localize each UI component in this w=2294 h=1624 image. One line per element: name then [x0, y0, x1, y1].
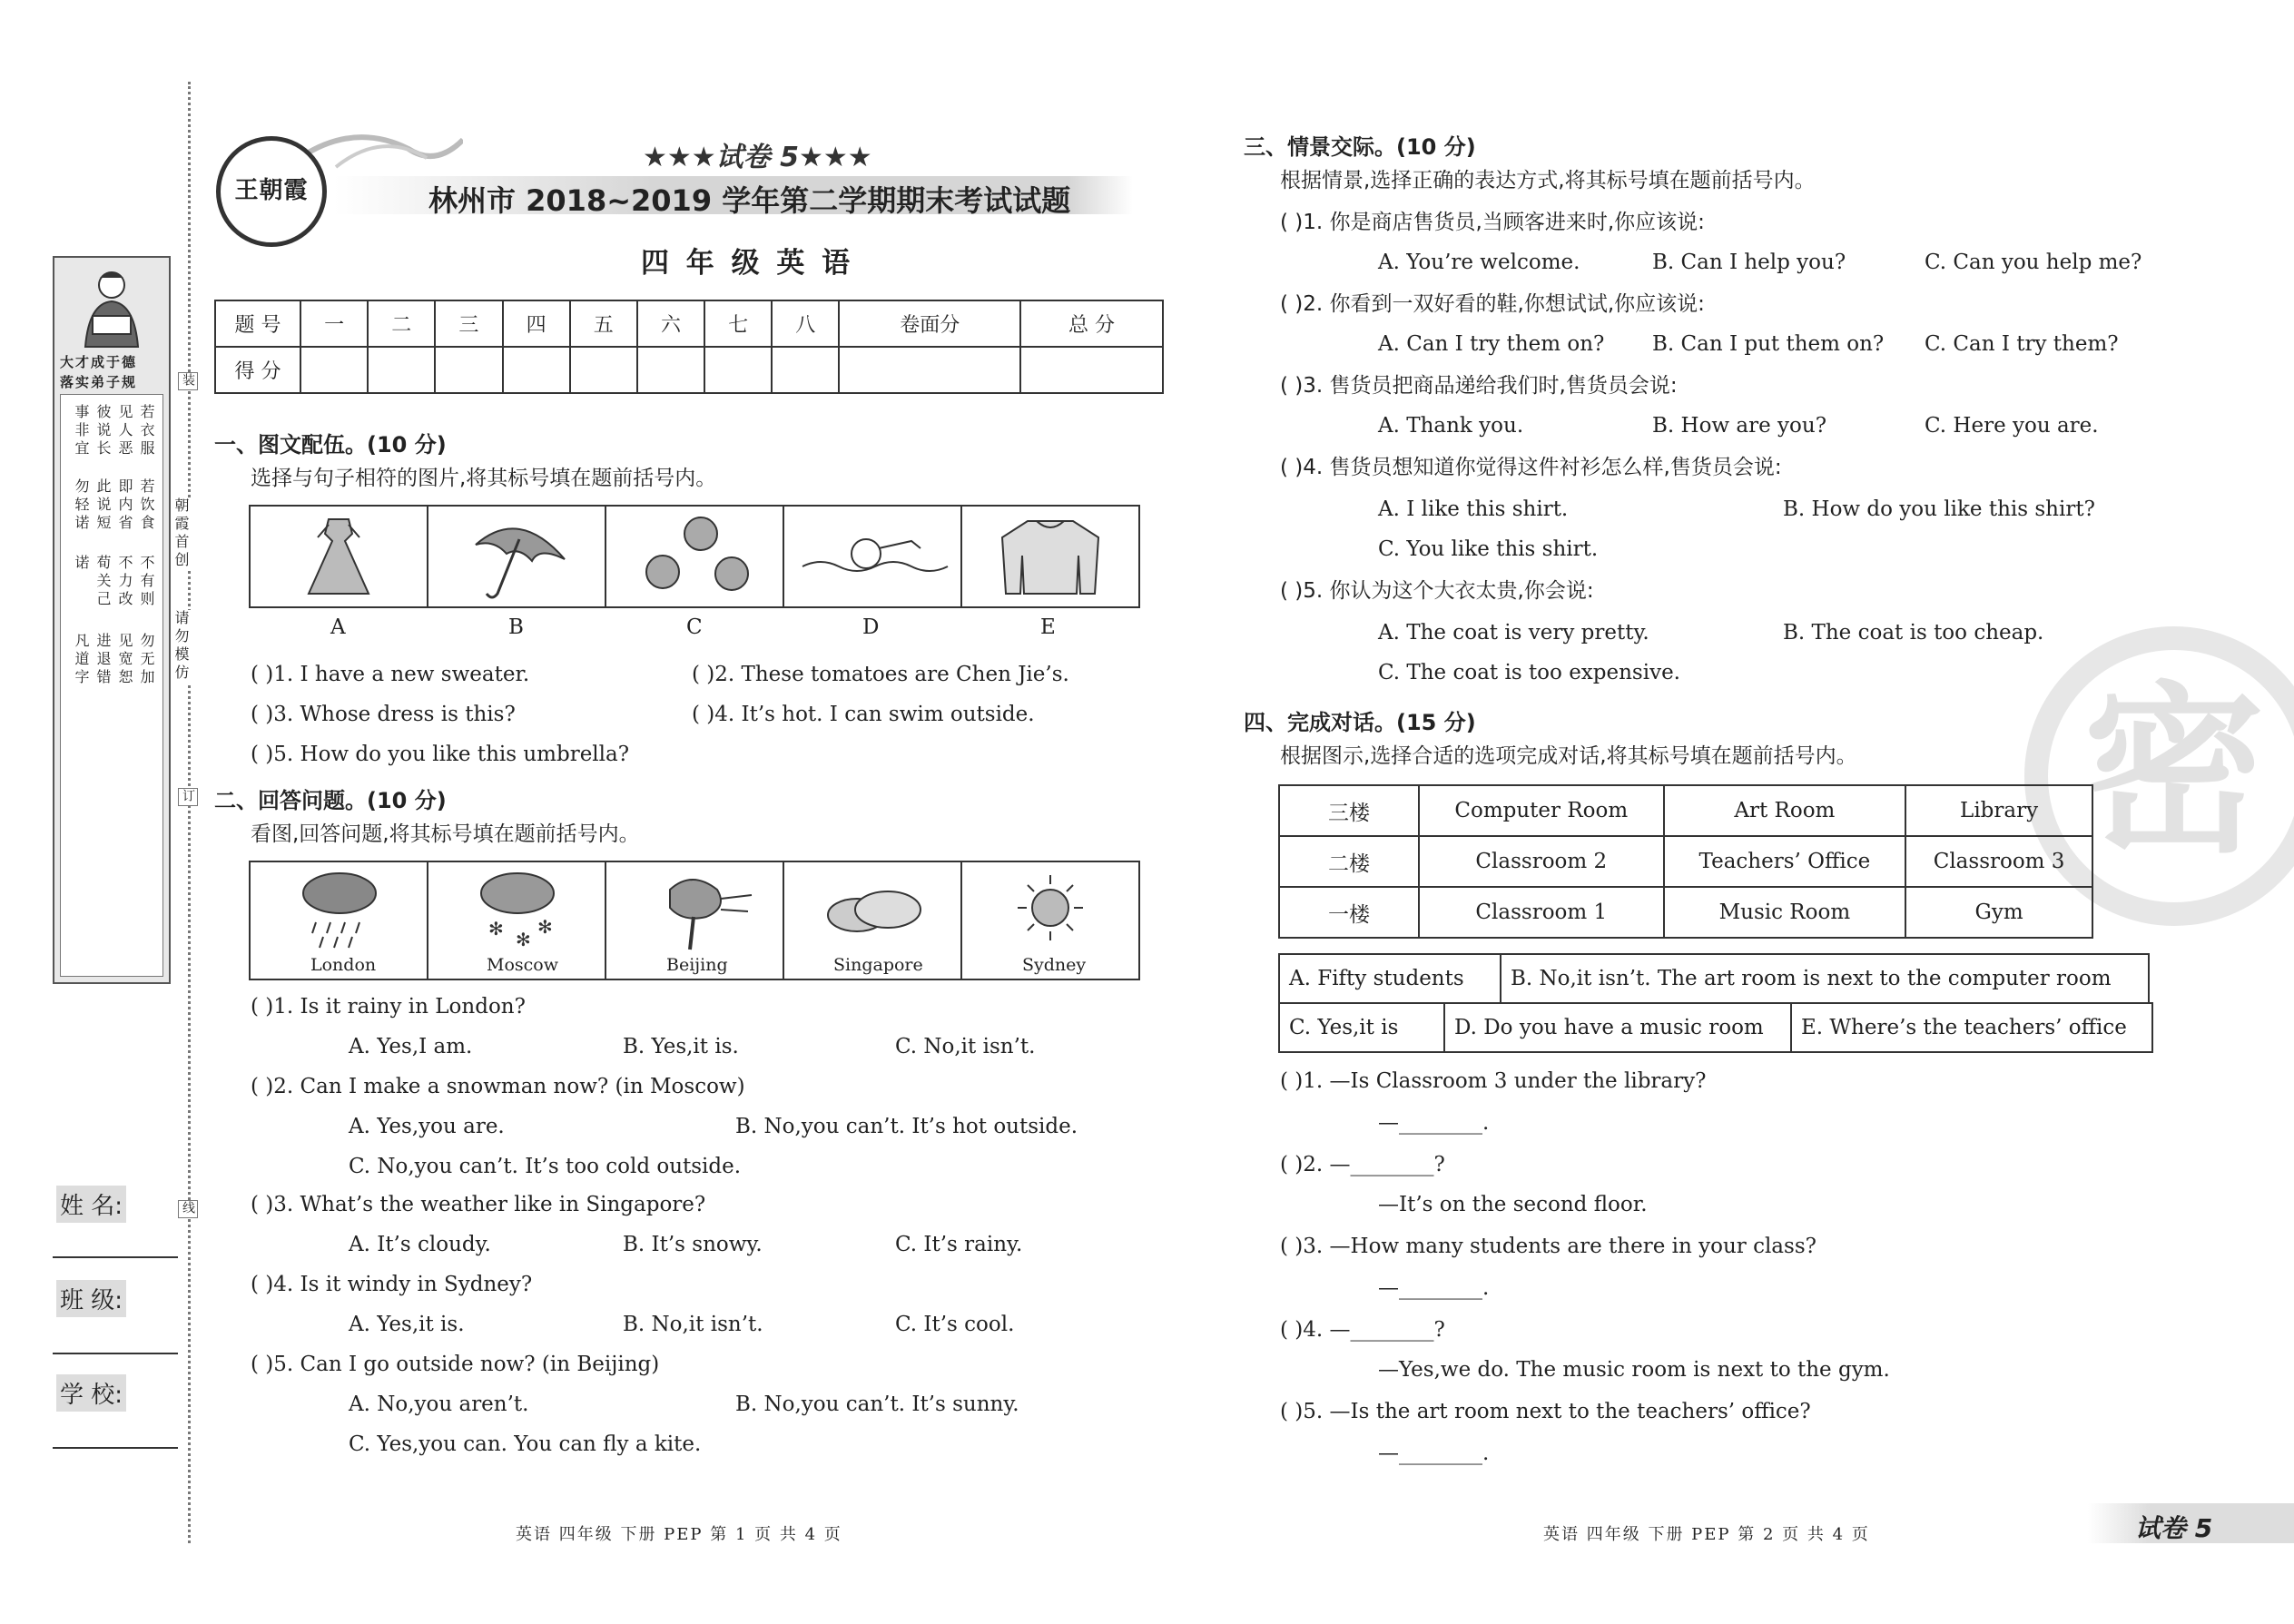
corner-badge	[2088, 1503, 2294, 1543]
svg-text:✻: ✻	[537, 916, 553, 938]
score-header: 五	[570, 300, 637, 347]
score-header: 总 分	[1020, 300, 1163, 347]
page1-footer: 英语 四年级 下册 PEP 第 1 页 共 4 页	[516, 1525, 842, 1544]
picture-letter-b: B	[508, 615, 524, 639]
proverb-col: 勿无加	[138, 633, 155, 687]
weather-cell-sydney	[962, 862, 1138, 979]
section3-option: A. The coat is very pretty.	[1378, 621, 1649, 645]
section2-question: ( )2. Can I make a snowman now? (in Moscow)	[251, 1075, 745, 1098]
rain-icon	[251, 862, 427, 953]
section3-option: C. You like this shirt.	[1378, 537, 1599, 561]
section1-item: ( )1. I have a new sweater.	[251, 663, 530, 686]
option-cell: B. No,it isn’t. The art room is next to the computer room	[1501, 954, 2149, 1003]
weather-cell-moscow	[428, 862, 606, 979]
section4-heading: 四、完成对话。(15 分)	[1244, 710, 1476, 735]
corner-badge-text: 试卷 5	[2135, 1513, 2213, 1543]
weather-city: Singapore	[833, 955, 923, 975]
section2-option: B. No,you can’t. It’s hot outside.	[735, 1115, 1078, 1138]
dialog-line: —________.	[1378, 1111, 1490, 1135]
section2-option: A. It’s cloudy.	[349, 1233, 491, 1256]
weather-city: Beijing	[666, 955, 728, 975]
section2-option: A. Yes,you are.	[349, 1115, 505, 1138]
school-label: 学 校:	[56, 1374, 126, 1412]
section2-heading: 二、回答问题。(10 分)	[214, 788, 447, 813]
name-field[interactable]	[53, 1255, 178, 1258]
option-cell: D. Do you have a music room	[1444, 1003, 1791, 1052]
section2-question: ( )5. Can I go outside now? (in Beijing)	[251, 1353, 660, 1376]
score-header: 题 号	[215, 300, 300, 347]
scholar-figure-icon	[73, 265, 151, 349]
room-cell: Classroom 2	[1419, 836, 1664, 887]
score-header: 七	[704, 300, 772, 347]
weather-cell-singapore	[784, 862, 962, 979]
cloud-icon	[784, 862, 960, 953]
section3-option: C. The coat is too expensive.	[1378, 661, 1680, 684]
exam-title: 林州市 2018~2019 学年第二学期期末考试试题	[428, 183, 1071, 218]
dialog-line: ( )3. —How many students are there in your class?	[1280, 1235, 1816, 1258]
svg-text:✻: ✻	[516, 929, 531, 950]
section2-option: C. It’s rainy.	[895, 1233, 1023, 1256]
proverb-col: 彼说长	[94, 404, 112, 458]
proverb-col: 此说短	[94, 478, 112, 533]
proverb-col: 事非宜	[73, 404, 90, 458]
section3-option: B. How are you?	[1652, 414, 1827, 438]
weather-city: Sydney	[1022, 955, 1087, 975]
ribbon-decoration	[300, 122, 463, 176]
dialog-line: ( )5. —Is the art room next to the teachers’ office?	[1280, 1400, 1811, 1423]
score-row-label: 得 分	[215, 347, 300, 393]
binding-mark-ding: 订	[178, 788, 198, 806]
exam-subtitle: 四 年 级 英 语	[641, 247, 854, 280]
proverb-box	[60, 394, 163, 977]
proverb-col: 不力改	[116, 555, 133, 609]
weather-city: London	[310, 955, 377, 975]
section3-question: ( )3. 售货员把商品递给我们时,售货员会说:	[1280, 374, 1678, 398]
option-cell: E. Where’s the teachers’ office	[1791, 1003, 2152, 1052]
motto-line-1: 大才成于德	[60, 354, 138, 370]
dialog-line: ( )2. —________?	[1280, 1153, 1445, 1176]
section4-instruction: 根据图示,选择合适的选项完成对话,将其标号填在题前括号内。	[1280, 744, 1857, 768]
proverb-col: 不有则	[138, 555, 155, 609]
score-cell[interactable]	[637, 347, 704, 393]
class-label: 班 级:	[56, 1280, 126, 1317]
room-cell: Teachers’ Office	[1664, 836, 1906, 887]
brand-logo-text: 王朝霞	[234, 177, 309, 204]
dialog-line: —________.	[1378, 1442, 1490, 1465]
section3-option: C. Can you help me?	[1925, 251, 2142, 274]
picture-cell-c	[606, 507, 784, 606]
svg-text:✻: ✻	[488, 918, 504, 940]
section2-question: ( )3. What’s the weather like in Singapore?	[251, 1193, 706, 1216]
class-field[interactable]	[53, 1351, 178, 1354]
swimming-icon	[784, 507, 960, 606]
section1-instruction: 选择与句子相符的图片,将其标号填在题前括号内。	[251, 467, 717, 490]
score-header: 一	[300, 300, 368, 347]
section2-option: C. No,you can’t. It’s too cold outside.	[349, 1155, 742, 1178]
section3-option: A. You’re welcome.	[1378, 251, 1580, 274]
paper-label: ★★★试卷 5★★★	[643, 142, 872, 173]
sun-icon	[962, 862, 1138, 953]
section1-item: ( )4. It’s hot. I can swim outside.	[692, 703, 1035, 726]
proverb-col: 若衣服	[138, 404, 155, 458]
proverb-col: 进退错	[94, 633, 112, 687]
section2-option: A. Yes,it is.	[349, 1313, 465, 1336]
name-label: 姓 名:	[56, 1186, 126, 1223]
proverb-col: 若饮食	[138, 478, 155, 533]
picture-letter-a: A	[330, 615, 346, 639]
option-cell: C. Yes,it is	[1279, 1003, 1444, 1052]
options-table-row1	[1278, 953, 2150, 1004]
section1-item: ( )3. Whose dress is this?	[251, 703, 516, 726]
section2-option: A. Yes,I am.	[349, 1035, 473, 1058]
score-header: 八	[772, 300, 839, 347]
score-cell[interactable]	[503, 347, 570, 393]
picture-cell-d	[784, 507, 962, 606]
picture-cell-e	[962, 507, 1138, 606]
dialog-line: ( )1. —Is Classroom 3 under the library?	[1280, 1069, 1707, 1093]
room-cell: Computer Room	[1419, 785, 1664, 836]
floor-plan-table	[1278, 784, 2093, 939]
snow-icon	[428, 862, 605, 953]
school-field[interactable]	[53, 1445, 178, 1449]
score-cell[interactable]	[300, 347, 368, 393]
score-cell[interactable]	[570, 347, 637, 393]
weather-picture-row	[249, 861, 1140, 980]
score-header: 四	[503, 300, 570, 347]
options-table-row2	[1278, 1002, 2153, 1053]
section3-option: A. I like this shirt.	[1378, 497, 1569, 521]
binding-mark-warning: 请勿模仿	[172, 610, 190, 683]
section2-option: B. No,you can’t. It’s sunny.	[735, 1393, 1019, 1416]
page2-footer: 英语 四年级 下册 PEP 第 2 页 共 4 页	[1543, 1525, 1870, 1544]
section3-question: ( )5. 你认为这个大衣太贵,你会说:	[1280, 579, 1594, 603]
section3-option: C. Here you are.	[1925, 414, 2099, 438]
proverb-col: 见宽恕	[116, 633, 133, 687]
section1-heading: 一、图文配伍。(10 分)	[214, 432, 447, 458]
picture-cell-a	[251, 507, 428, 606]
section3-question: ( )2. 你看到一双好看的鞋,你想试试,你应该说:	[1280, 292, 1705, 316]
dialog-line: —________.	[1378, 1276, 1490, 1300]
section2-option: C. No,it isn’t.	[895, 1035, 1036, 1058]
section3-heading: 三、情景交际。(10 分)	[1244, 134, 1476, 160]
floor-row	[1279, 836, 2092, 887]
dress-icon	[251, 507, 427, 606]
section3-option: B. Can I help you?	[1652, 251, 1846, 274]
section3-option: B. The coat is too cheap.	[1783, 621, 2044, 645]
section2-option: C. It’s cool.	[895, 1313, 1015, 1336]
section2-question: ( )4. Is it windy in Sydney?	[251, 1273, 533, 1296]
section3-option: A. Thank you.	[1378, 414, 1524, 438]
section1-picture-row	[249, 505, 1140, 608]
section2-option: A. No,you aren’t.	[349, 1393, 529, 1416]
binding-panel	[53, 256, 171, 984]
score-cell[interactable]	[368, 347, 435, 393]
umbrella-icon	[428, 507, 605, 606]
picture-letter-c: C	[686, 615, 703, 639]
tomatoes-icon	[606, 507, 783, 606]
section3-option: A. Can I try them on?	[1378, 332, 1605, 356]
section2-instruction: 看图,回答问题,将其标号填在题前括号内。	[251, 822, 640, 846]
dialog-line: ( )4. —________?	[1280, 1318, 1445, 1342]
binding-mark-zhuang: 装	[178, 372, 198, 390]
section3-instruction: 根据情景,选择正确的表达方式,将其标号填在题前括号内。	[1280, 169, 1816, 192]
floor-label: 三楼	[1279, 785, 1419, 836]
windy-tree-icon	[606, 862, 783, 953]
floor-label: 二楼	[1279, 836, 1419, 887]
dialog-line: —Yes,we do. The music room is next to the gym.	[1378, 1358, 1890, 1382]
room-cell: Music Room	[1664, 887, 1906, 938]
picture-cell-b	[428, 507, 606, 606]
picture-letter-d: D	[862, 615, 880, 639]
motto-line-2: 落实弟子规	[60, 374, 138, 390]
weather-cell-london	[251, 862, 428, 979]
score-cell[interactable]	[435, 347, 502, 393]
proverb-col: 见人恶	[116, 404, 133, 458]
section3-question: ( )1. 你是商店售货员,当顾客进来时,你应该说:	[1280, 211, 1705, 234]
score-header: 二	[368, 300, 435, 347]
floor-row	[1279, 785, 2092, 836]
floor-label: 一楼	[1279, 887, 1419, 938]
score-cell[interactable]	[704, 347, 772, 393]
proverb-col: 凡道字	[73, 633, 90, 687]
section2-option: C. Yes,you can. You can fly a kite.	[349, 1432, 702, 1456]
room-cell: Art Room	[1664, 785, 1906, 836]
room-cell: Classroom 1	[1419, 887, 1664, 938]
section1-item: ( )2. These tomatoes are Chen Jie’s.	[692, 663, 1069, 686]
room-cell: Gym	[1905, 887, 2092, 938]
score-header: 六	[637, 300, 704, 347]
proverb-col: 诺	[73, 555, 90, 573]
floor-row	[1279, 887, 2092, 938]
sweater-icon	[962, 507, 1138, 606]
section2-option: B. Yes,it is.	[623, 1035, 739, 1058]
proverb-col: 勿轻诺	[73, 478, 90, 533]
binding-dotted-line	[188, 82, 191, 1543]
room-cell: Classroom 3	[1905, 836, 2092, 887]
watermark-char: 密	[2082, 666, 2265, 878]
section1-item: ( )5. How do you like this umbrella?	[251, 743, 630, 766]
brand-logo	[216, 136, 327, 247]
section3-option: B. How do you like this shirt?	[1783, 497, 2095, 521]
score-header: 三	[435, 300, 502, 347]
dialog-line: —It’s on the second floor.	[1378, 1193, 1648, 1216]
room-cell: Library	[1905, 785, 2092, 836]
section2-option: B. No,it isn’t.	[623, 1313, 763, 1336]
section2-option: B. It’s snowy.	[623, 1233, 763, 1256]
weather-cell-beijing	[606, 862, 784, 979]
score-table	[214, 300, 1164, 394]
score-header: 卷面分	[839, 300, 1020, 347]
section2-question: ( )1. Is it rainy in London?	[251, 995, 526, 1019]
option-cell: A. Fifty students	[1279, 954, 1501, 1003]
binding-mark-brand: 朝霞首创	[172, 497, 190, 570]
score-cell[interactable]	[772, 347, 839, 393]
picture-letter-e: E	[1040, 615, 1056, 639]
score-cell[interactable]	[839, 347, 1020, 393]
score-cell[interactable]	[1020, 347, 1163, 393]
weather-city: Moscow	[487, 955, 558, 975]
binding-mark-xian: 线	[178, 1200, 198, 1218]
section3-question: ( )4. 售货员想知道你觉得这件衬衫怎么样,售货员会说:	[1280, 456, 1782, 479]
proverb-col: 荀关己	[94, 555, 112, 609]
section3-option: B. Can I put them on?	[1652, 332, 1885, 356]
proverb-col: 即内省	[116, 478, 133, 533]
section3-option: C. Can I try them?	[1925, 332, 2119, 356]
